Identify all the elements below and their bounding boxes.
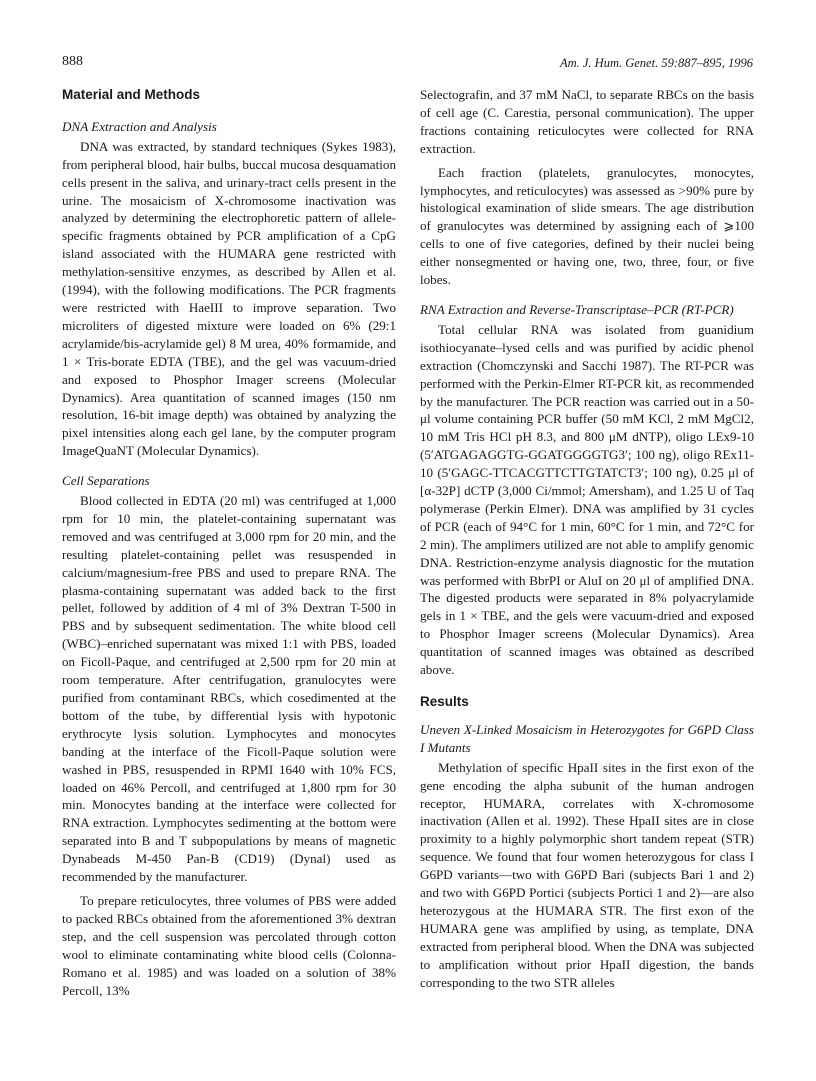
section-title-results: Results [420,694,469,709]
paragraph-cell-separations-1: Blood collected in EDTA (20 ml) was centrifuged at 1,000 rpm for 10 min, the platelet-containing supernatant was removed and was centrifuged at 3,000 rpm for 20 min, and the resulting platelet-containing pellet was resuspended in calcium/magnesium-free PBS and used to prepare RNA. The plasma-containing supernatant was added back to the first pellet, followed by addition of 4 ml of 3% Dextran T-500 in PBS and by subsequent sedimentation. The white blood cell (WBC)–enriched supernatant was mixed 1:1 with PBS, loaded on Ficoll-Paque, and centrifuged at 2,500 rpm for 20 min at room temperature. After centrifugation, granulocytes were purified from contaminant RBCs, which cosedimented at the bottom of the tube, by differential lysis with hypotonic erythrocyte lysis solution. Lymphocytes and monocytes banding at the interface of the Ficoll-Paque solution were washed in PBS, resuspended in RPMI 1640 with 10% FCS, loaded on 46% Percoll, and centrifuged at 1,800 rpm for 30 min. Monocytes banding at the interface were collected for RNA extraction. Lymphocytes sedimenting at the bottom were separated into B and T subpopulations by means of magnetic Dynabeads M-450 Pan-B (CD19) (Dynal) used as recommended by the manufacturer. [62,493,396,885]
journal-citation: Am. J. Hum. Genet. 59:887–895, 1996 [559,56,753,70]
subsection-title-dna: DNA Extraction and Analysis [62,118,217,134]
paragraph-mosaicism: Methylation of specific HpaII sites in the first exon of the gene encoding the alpha subunit of the human androgen receptor, HUMARA, correlates with X-chromosome inactivation (Allen et al. 1992). These HpaII sites are in close proximity to a highly polymorphic short tandem repeat (STR) sequence. We found that four women heterozygous for class I G6PD variants—two with G6PD Bari (subjects Bari 1 and 2) and two with G6PD Portici (subjects Portici 1 and 2)—are also heterozygous at the HUMARA STR. The first exon of the HUMARA gene was amplified by using, as template, DNA extracted from peripheral blood. When the DNA was subjected to amplification without prior HpaII digestion, the bands corresponding to the two STR alleles [420,759,754,990]
paragraph-dna-extraction: DNA was extracted, by standard techniques (Sykes 1983), from peripheral blood, hair bulbs, buccal mucosa desquamation cells present in the saliva, and urinary-tract cells present in the urine. The mosaicism of X-chromosome inactivation was analyzed by determining the electrophoretic pattern of allele-specific fragments obtained by PCR amplification of a CpG island associated with the HUMARA gene restricted with methylation-sensitive enzymes, as described by Allen et al. (1994), with the following modifications. The PCR fragments were restricted with HaeIII to improve separation. Two microliters of digested mixture were loaded on 6% (29:1 acrylamide/bis-acrylamide gel) 8 M urea, 40% formamide, and 1 × Tris-borate EDTA (TBE), and the gel was vacuum-dried and exposed to Phosphor Imager screens (Molecular Dynamics). Area quantitation of scanned images (150 nm resolution, 16-bit image depth) was obtained by analyzing the pixel intensities along each gel lane, by the computer program ImageQuaNT (Molecular Dynamics). [62,138,396,459]
paragraph-cell-separations-2: To prepare reticulocytes, three volumes of PBS were added to packed RBCs obtained from the aforementioned 3% dextran step, and the cell suspension was percolated through cotton wool to eliminate contaminating white blood cells (Colonna-Romano et al. 1985) and was loaded on a solution of 38% Percoll, 13% [62,892,396,998]
page-number: 888 [62,54,83,69]
subsection-title-cell-separations: Cell Separations [62,473,150,489]
right-column [420,86,754,992]
subsection-title-mosaicism: Uneven X-Linked Mosaicism in Heterozygotes for G6PD Class I Mutants [420,721,754,755]
paragraph-rna-extraction: Total cellular RNA was isolated from guanidium isothiocyanate–lysed cells and was purified by acidic phenol extraction (Chomczynski and Sacchi 1987). The RT-PCR was performed with the Perkin-Elmer RT-PCR kit, as recommended by the manufacturer. The PCR reaction was carried out in a 50-μl volume containing PCR buffer (50 mM KCl, 2 mM MgCl2, 10 mM Tris HCl pH 8.3, and 800 μM dNTP), oligo LEx9-10 (5′ATGAGAGGTG-GGATGGGGTG3′; 100 ng), oligo REx11-10 (5′GAGC-TTCACGTTCTTGTATCT3′; 100 ng), 0.25 μl of [α-32P] dCTP (3,000 Ci/mmol; Amersham), and 1.25 U of Taq polymerase (Perkin Elmer). DNA was amplified by 31 cycles of PCR (each of 94°C for 1 min, 60°C for 1 min, and 72°C for 2 min). The amplimers utilized are not able to amplify genomic DNA. Restriction-enzyme analysis diagnostic for the mutation was performed with BbrPI or AluI on 20 μl of amplified DNA. The digested products were separated in 8% polyacrylamide gels in 1 × TBE, and the gels were vacuum-dried and exposed to Phosphor Imager screens (Molecular Dynamics). Area quantitation of scanned images was obtained as described above. [420,321,754,678]
subsection-title-rna: RNA Extraction and Reverse-Transcriptase–PCR (RT-PCR) [420,301,734,317]
paragraph-fractions: Each fraction (platelets, granulocytes, monocytes, lymphocytes, and reticulocytes) was assessed as >90% pure by histological examination of slide smears. The age distribution of granulocytes was determined by assigning each of ⩾100 cells to one of five categories, defined by their nuclei being either nonsegmented or having one, two, three, four, or five lobes. [420,164,754,288]
paragraph-continued: Selectografin, and 37 mM NaCl, to separate RBCs on the basis of cell age (C. Carestia, personal communication). The upper fractions containing reticulocytes were collected for RNA extraction. [420,87,754,156]
left-column [62,86,396,999]
section-title-methods: Material and Methods [62,87,201,102]
